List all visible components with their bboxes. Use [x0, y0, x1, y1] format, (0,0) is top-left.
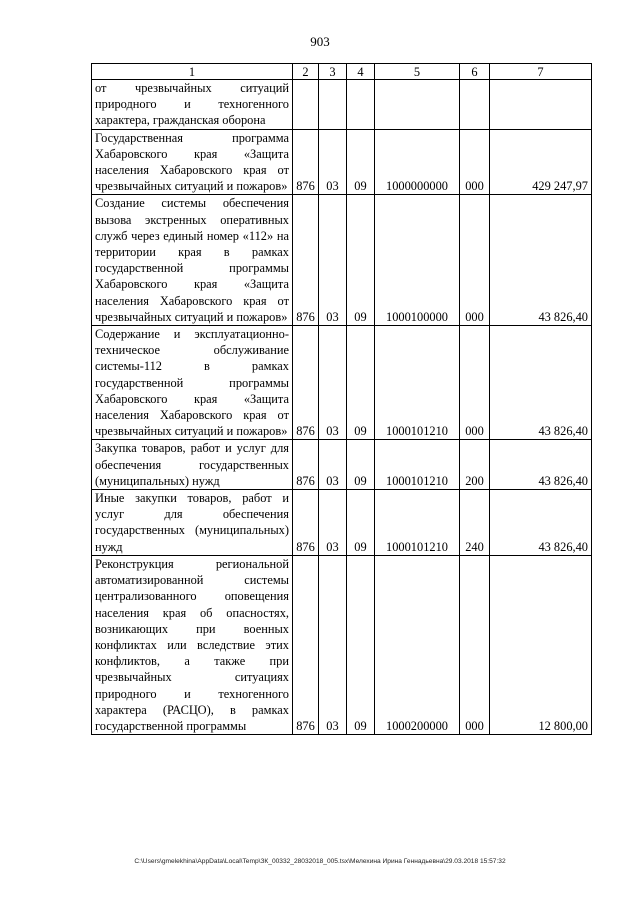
row-col7: 43 826,40	[490, 326, 592, 440]
row-col7: 12 800,00	[490, 555, 592, 734]
header-col-4: 4	[347, 64, 375, 80]
row-col2: 876	[293, 555, 319, 734]
row-col7: 43 826,40	[490, 440, 592, 490]
row-col5: 1000101210	[375, 440, 460, 490]
row-col4: 09	[347, 490, 375, 556]
header-col-1: 1	[92, 64, 293, 80]
row-col7	[490, 80, 592, 130]
row-col5: 1000101210	[375, 326, 460, 440]
row-col2: 876	[293, 440, 319, 490]
row-col3: 03	[319, 195, 347, 326]
row-col2	[293, 80, 319, 130]
table-row	[92, 555, 592, 734]
page-number: 903	[310, 34, 330, 49]
row-col2: 876	[293, 129, 319, 195]
header-col-6: 6	[460, 64, 490, 80]
row-col5: 1000100000	[375, 195, 460, 326]
row-col4: 09	[347, 129, 375, 195]
row-col5: 1000200000	[375, 555, 460, 734]
row-name: Государственная программа Хабаровского края «Защита населения Хабаровского края от чрезвычайных ситуаций и пожаров»	[92, 129, 293, 195]
header-col-7: 7	[490, 64, 592, 80]
row-col6: 000	[460, 129, 490, 195]
row-col3	[319, 80, 347, 130]
row-col3: 03	[319, 129, 347, 195]
row-col6: 000	[460, 195, 490, 326]
table-row	[92, 195, 592, 326]
row-col4: 09	[347, 555, 375, 734]
row-col7: 43 826,40	[490, 490, 592, 556]
row-col6	[460, 80, 490, 130]
row-col5: 1000000000	[375, 129, 460, 195]
row-col4: 09	[347, 326, 375, 440]
row-col2: 876	[293, 490, 319, 556]
row-col6: 240	[460, 490, 490, 556]
row-name: Иные закупки товаров, работ и услуг для обеспечения государственных (муниципальных) нужд	[92, 490, 293, 556]
row-col3: 03	[319, 555, 347, 734]
row-col6: 200	[460, 440, 490, 490]
row-name: Закупка товаров, работ и услуг для обеспечения государственных (муниципальных) нужд	[92, 440, 293, 490]
row-name: Реконструкция региональной автоматизированной системы централизованного оповещения населения края об опасностях, возникающих при военных конфликтах или вследствие этих конфликтов, а также при чрезвычайных ситуациях природного и техногенного характера (РАСЦО), в рамках государственной программы	[92, 555, 293, 734]
table-row	[92, 129, 592, 195]
table-row	[92, 490, 592, 556]
header-col-2: 2	[293, 64, 319, 80]
table-row	[92, 440, 592, 490]
row-col2: 876	[293, 195, 319, 326]
header-col-3: 3	[319, 64, 347, 80]
row-name: Создание системы обеспечения вызова экстренных оперативных служб через единый номер «112» на территории края в рамках государственной программы Хабаровского края «Защита населения Хабаровского края от чрезвычайных ситуаций и пожаров»	[92, 195, 293, 326]
row-col5: 1000101210	[375, 490, 460, 556]
table-row	[92, 80, 592, 130]
row-col7: 43 826,40	[490, 195, 592, 326]
row-col3: 03	[319, 490, 347, 556]
row-name: от чрезвычайных ситуаций природного и техногенного характера, гражданская оборона	[92, 80, 293, 130]
row-col4: 09	[347, 440, 375, 490]
row-col2: 876	[293, 326, 319, 440]
row-col6: 000	[460, 326, 490, 440]
header-col-5: 5	[375, 64, 460, 80]
budget-table	[91, 63, 592, 735]
footer-file-path: C:\Users\gmelekhina\AppData\Local\Temp\ЗК_00332_28032018_005.tsx\Мелехина Ирина Геннадьевна\29.03.2018 15:57:32	[134, 858, 506, 865]
row-col4: 09	[347, 195, 375, 326]
row-name: Содержание и эксплуатационно-техническое обслуживание системы-112 в рамках государственной программы Хабаровского края «Защита населения Хабаровского края от чрезвычайных ситуаций и пожаров»	[92, 326, 293, 440]
table-header-row	[92, 64, 592, 80]
table-row	[92, 326, 592, 440]
row-col3: 03	[319, 326, 347, 440]
row-col3: 03	[319, 440, 347, 490]
row-col6: 000	[460, 555, 490, 734]
row-col5	[375, 80, 460, 130]
row-col4	[347, 80, 375, 130]
row-col7: 429 247,97	[490, 129, 592, 195]
